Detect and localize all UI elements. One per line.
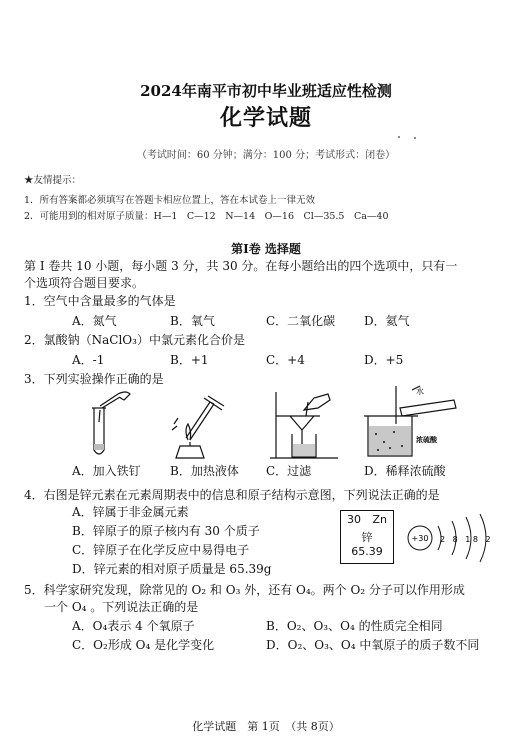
zinc-element-cell	[340, 510, 394, 564]
q3-image-b-heating	[166, 394, 236, 462]
q2-stem: 2．氯酸钠（NaClO₃）中氯元素化合价是	[24, 333, 245, 347]
subject-title: 化学试题	[219, 105, 312, 131]
nucleus-charge: +30	[411, 534, 429, 543]
electron-shells: 2 8 18 2	[440, 535, 494, 544]
q2-option-d: D．+5	[364, 353, 404, 367]
q5-option-b: B．O₂、O₃、O₄ 的性质完全相同	[266, 619, 443, 633]
section-desc-2: 个选项符合题目要求。	[24, 276, 145, 290]
q3-acid-label: 浓硫酸	[416, 436, 437, 444]
q4-option-a: A．锌属于非金属元素	[72, 505, 189, 519]
q3-image-c-filtration	[268, 388, 340, 462]
q5-stem-1: 5．科学家研究发现，除常见的 O₂ 和 O₃ 外，还有 O₄。两个 O₂ 分子可以作用形成	[24, 583, 465, 597]
q3-water-label: 水	[416, 387, 424, 396]
scan-speck	[414, 137, 416, 139]
section-title: 第Ⅰ卷 选择题	[231, 242, 301, 256]
cell-name: 锌	[361, 531, 373, 544]
tips-heading: ★友情提示：	[24, 175, 82, 186]
cell-atomic-number: 30	[347, 513, 361, 526]
q1-option-a: A．氮气	[72, 314, 117, 328]
q1-option-b: B．氧气	[170, 314, 215, 328]
section-desc-1: 第 I 卷共 10 小题，每小题 3 分，共 30 分。在每小题给出的四个选项中，只有一	[24, 259, 458, 273]
tips-line-2: 2．可能用到的相对原子质量：H—1 C—12 N—14 O—16 Cl—35.5 Ca—40	[24, 211, 389, 222]
q3-image-a-iron-nail	[66, 388, 136, 460]
zinc-atom-structure-diagram	[402, 508, 518, 568]
q3-option-b: B．加热液体	[170, 464, 239, 478]
q1-stem: 1．空气中含量最多的气体是	[24, 294, 176, 308]
q5-option-a: A．O₄表示 4 个氧原子	[72, 619, 195, 633]
q3-option-d: D．稀释浓硫酸	[364, 464, 446, 478]
q5-option-c: C．O₂形成 O₄ 是化学变化	[72, 638, 215, 652]
cell-mass: 65.39	[351, 545, 383, 558]
scan-speck	[398, 136, 400, 138]
tips-line-1: 1．所有答案都必须填写在答题卡相应位置上，答在本试卷上一律无效	[24, 195, 316, 206]
q4-option-d: D．锌元素的相对原子质量是 65.39g	[72, 562, 272, 576]
q2-option-a: A．-1	[72, 353, 105, 367]
q5-option-d: D．O₂、O₃、O₄ 中氧原子的质子数不同	[266, 638, 480, 652]
q4-stem: 4．右图是锌元素在元素周期表中的信息和原子结构示意图，下列说法正确的是	[24, 488, 440, 502]
q1-option-c: C．二氧化碳	[266, 314, 336, 328]
exam-info: （考试时间：60 分钟；满分：100 分；考试形式：闭卷）	[136, 150, 396, 161]
exam-title: 2024年南平市初中毕业班适应性检测	[140, 82, 392, 100]
q3-stem: 3．下列实验操作正确的是	[24, 372, 164, 386]
page-footer: 化学试题 第 1页 （共 8页）	[192, 720, 340, 733]
cell-symbol: Zn	[372, 513, 387, 526]
q2-option-c: C．+4	[266, 353, 305, 367]
q3-option-c: C．过滤	[266, 464, 312, 478]
q1-option-d: D．氦气	[364, 314, 410, 328]
q2-option-b: B．+1	[170, 353, 209, 367]
q4-option-c: C．锌原子在化学反应中易得电子	[72, 543, 250, 557]
q3-option-a: A．加入铁钉	[72, 464, 141, 478]
q5-stem-2: 一个 O₄ 。下列说法正确的是	[44, 600, 199, 614]
q4-option-b: B．锌原子的原子核内有 30 个质子	[72, 524, 260, 538]
q3-image-d-dilute-acid	[360, 384, 460, 460]
